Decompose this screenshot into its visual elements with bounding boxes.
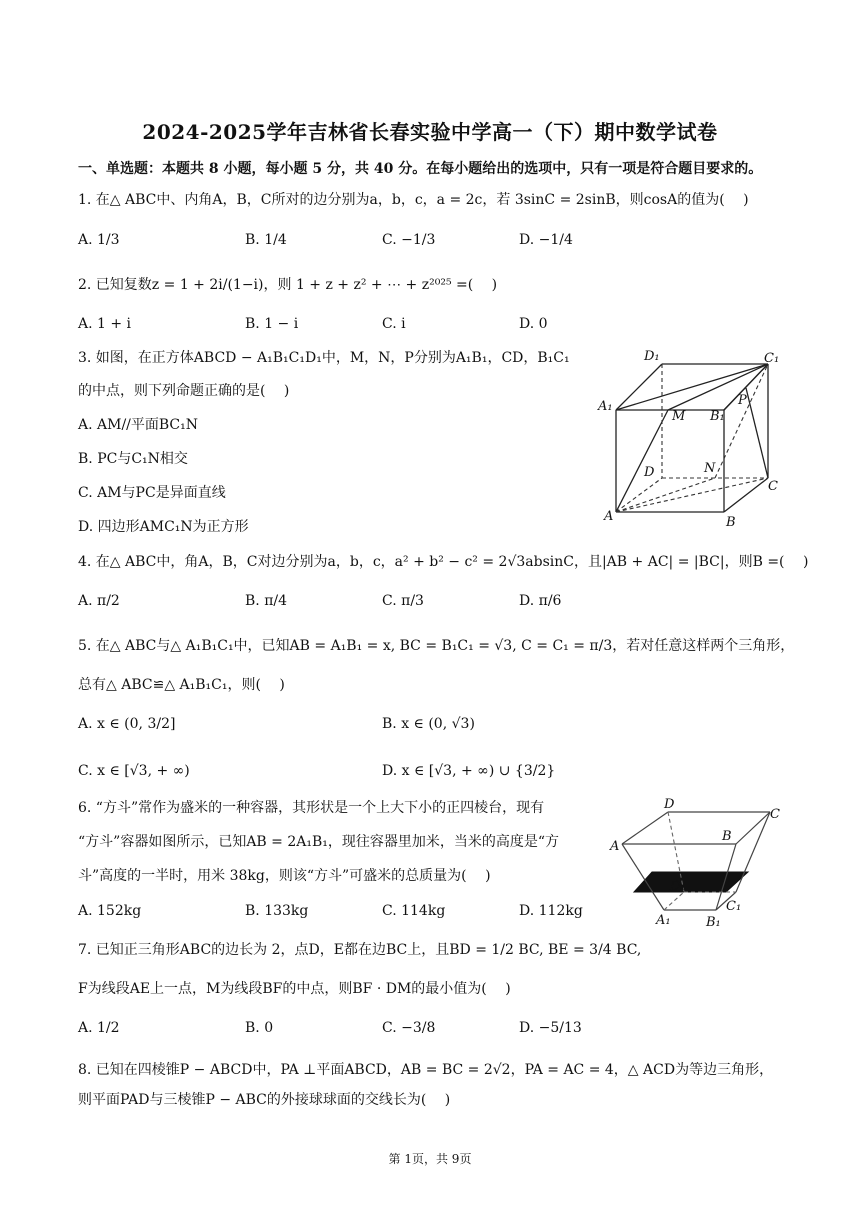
question-7-stem-line-1: 7. 已知正三角形ABC的边长为 2，点D，E都在边BC上，且BD = 1/2 BC, BE = 3/4 BC,	[78, 942, 642, 958]
q2-option-b: B. 1 − i	[245, 316, 299, 332]
q7-option-a: A. 1/2	[78, 1020, 120, 1036]
frustum-label-a: A	[610, 839, 620, 854]
q4-option-b: B. π/4	[245, 593, 288, 609]
frustum-label-c: C	[770, 807, 780, 822]
q6-option-b: B. 133kg	[245, 903, 309, 919]
cube-label-m: M	[672, 409, 686, 424]
q6-option-c: C. 114kg	[382, 903, 446, 919]
q5-option-b: B. x ∈ (0, √3)	[382, 716, 475, 732]
q1-option-c: C. −1/3	[382, 232, 436, 248]
cube-label-c: C	[768, 479, 778, 494]
cube-label-b: B	[726, 515, 736, 530]
frustum-label-d: D	[664, 797, 675, 812]
q1-option-a: A. 1/3	[78, 232, 120, 248]
q5-option-d: D. x ∈ [√3, + ∞) ∪ {3/2}	[382, 763, 556, 779]
q3-option-d: D. 四边形AMC₁N为正方形	[78, 519, 249, 535]
cube-label-n: N	[704, 461, 716, 476]
cube-label-d1: D₁	[644, 349, 660, 364]
q4-option-c: C. π/3	[382, 593, 424, 609]
question-4-stem: 4. 在△ ABC中，角A，B，C对边分别为a，b，c，a² + b² − c² = 2√3absinC，且|AB + AC| = |BC|，则B =( )	[78, 554, 809, 570]
question-8-stem-line-1: 8. 已知在四棱锥P − ABCD中，PA ⊥平面ABCD，AB = BC = 2√2，PA = AC = 4，△ ACD为等边三角形，	[78, 1062, 774, 1078]
question-5-stem-line-2: 总有△ ABC≌△ A₁B₁C₁，则( )	[78, 677, 285, 693]
q1-option-d: D. −1/4	[519, 232, 573, 248]
question-3-stem-line-2: 的中点，则下列命题正确的是( )	[78, 383, 290, 399]
cube-label-a1: A₁	[598, 399, 613, 414]
q7-option-c: C. −3/8	[382, 1020, 436, 1036]
question-2-stem: 2. 已知复数z = 1 + 2i/(1−i)，则 1 + z + z² + ⋯ + z²⁰²⁵ =( )	[78, 277, 498, 293]
cube-label-b1: B₁	[710, 409, 725, 424]
question-3-stem-line-1: 3. 如图，在正方体ABCD − A₁B₁C₁D₁中，M，N，P分别为A₁B₁，CD，B₁C₁	[78, 350, 570, 366]
question-8-stem-line-2: 则平面PAD与三棱锥P − ABC的外接球球面的交线长为( )	[78, 1092, 451, 1108]
question-6-stem-line-3: 斗”高度的一半时，用米 38kg，则该“方斗”可盛米的总质量为( )	[78, 868, 491, 884]
cube-label-a: A	[604, 509, 614, 524]
q2-option-d: D. 0	[519, 316, 548, 332]
cube-label-d: D	[644, 465, 655, 480]
cube-label-c1: C₁	[764, 351, 780, 366]
q5-option-c: C. x ∈ [√3, + ∞)	[78, 763, 190, 779]
q1-option-b: B. 1/4	[245, 232, 287, 248]
q2-option-a: A. 1 + i	[78, 316, 132, 332]
frustum-label-c1: C₁	[726, 899, 742, 914]
frustum-label-d1: D₁	[670, 879, 686, 894]
question-5-stem-line-1: 5. 在△ ABC与△ A₁B₁C₁中，已知AB = A₁B₁ = x, BC = B₁C₁ = √3, C = C₁ = π/3，若对任意这样两个三角形，	[78, 638, 795, 654]
q6-option-d: D. 112kg	[519, 903, 583, 919]
cube-label-p: P	[738, 393, 747, 408]
q3-option-a: A. AM//平面BC₁N	[78, 417, 199, 433]
question-7-stem-line-2: F为线段AE上一点，M为线段BF的中点，则BF · DM的最小值为( )	[78, 981, 511, 997]
q3-option-b: B. PC与C₁N相交	[78, 451, 188, 467]
q7-option-d: D. −5/13	[519, 1020, 582, 1036]
section-heading: 一、单选题：本题共 8 小题，每小题 5 分，共 40 分。在每小题给出的选项中，只有一项是符合题目要求的。	[78, 161, 763, 177]
question-1-stem: 1. 在△ ABC中、内角A，B，C所对的边分别为a，b，c，a = 2c，若 3sinC = 2sinB，则cosA的值为( )	[78, 192, 749, 208]
q4-option-a: A. π/2	[78, 593, 120, 609]
q7-option-b: B. 0	[245, 1020, 274, 1036]
page-title: 2024-2025学年吉林省长春实验中学高一（下）期中数学试卷	[142, 120, 718, 144]
q4-option-d: D. π/6	[519, 593, 562, 609]
frustum-label-a1: A₁	[656, 913, 671, 928]
q3-option-c: C. AM与PC是异面直线	[78, 485, 226, 501]
q2-option-c: C. i	[382, 316, 406, 332]
q6-option-a: A. 152kg	[78, 903, 142, 919]
cube-figure	[596, 340, 786, 530]
question-6-stem-line-2: “方斗”容器如图所示，已知AB = 2A₁B₁，现往容器里加米，当米的高度是“方	[78, 834, 560, 850]
frustum-figure	[608, 792, 790, 932]
frustum-label-b: B	[722, 829, 732, 844]
page-footer: 第 1页，共 9页	[388, 1152, 472, 1166]
q5-option-a: A. x ∈ (0, 3/2]	[78, 716, 176, 732]
question-6-stem-line-1: 6. “方斗”常作为盛米的一种容器，其形状是一个上大下小的正四棱台，现有	[78, 800, 545, 816]
frustum-label-b1: B₁	[706, 915, 721, 930]
